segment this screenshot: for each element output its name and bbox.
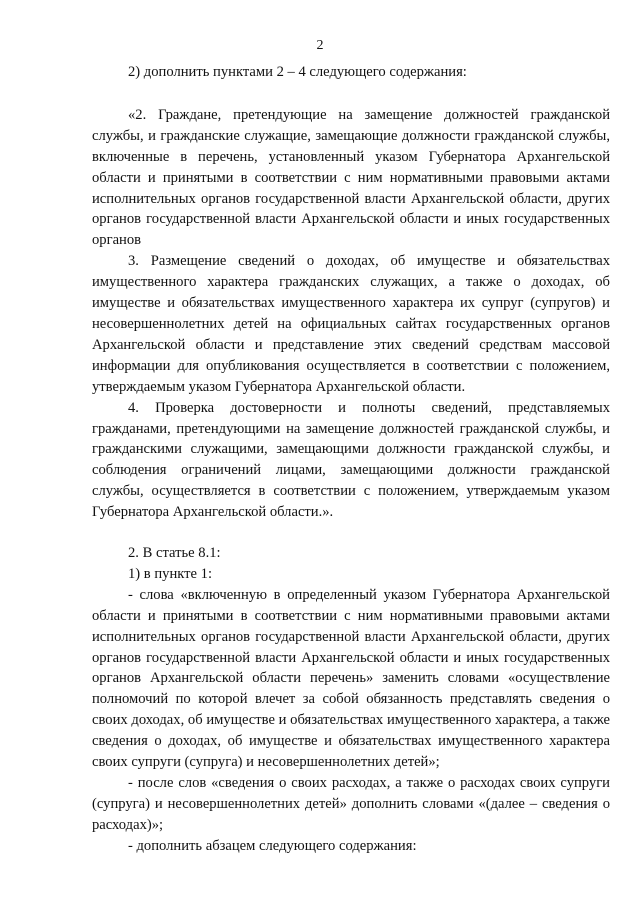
paragraph-add-words: - после слов «сведения о своих расходах, а также о расходах своих супруги (супруга) и несовершеннолетних детей» дополнить словами «(далее – сведения о расходах)»; xyxy=(92,775,610,833)
paragraph-point-4: 4. Проверка достоверности и полноты сведений, представляемых гражданами, претендующими на замещение должностей гражданской службы, и гражданскими служащими, замещающими должности гражданской службы, и соблюдения ограничений лицами, замещающими должности гражданской службы, осуществляется в соответствии с положением, утверждаемым указом Губернатора Архангельской области.». xyxy=(92,399,610,521)
document-body xyxy=(92,62,610,857)
paragraph-replace-words: - слова «включенную в определенный указом Губернатора Архангельской области и принятыми в соответствии с ним нормативными правовыми актами исполнительных органов государственной власти Архангельской области, других органов государственной власти Архангельской области и иных государственных органов Архангельской области перечень» заменить словами «осуществление полномочий по которой влечет за собой обязанность представлять сведения о своих доходах, об имуществе и обязательствах имущественного характера, а также сведения о доходах, об имуществе и обязательствах имущественного характера своих супруги (супруга) и несовершеннолетних детей»; xyxy=(92,586,610,771)
paragraph-subitem-1-heading: 1) в пункте 1: xyxy=(128,565,213,582)
paragraph-point-2: «2. Граждане, претендующие на замещение должностей гражданской службы, и гражданские служащие, замещающие должности гражданской службы, включенные в перечень, установленный указом Губернатора Архангельской области и принятыми в соответствии с ним нормативными правовыми актами исполнительных органов государственной власти Архангельской области, других органов государственной власти Архангельской области и иных государственных органов xyxy=(92,106,610,249)
paragraph-intro-item-2: 2) дополнить пунктами 2 – 4 следующего содержания: xyxy=(128,64,467,80)
paragraph-add-abzac: - дополнить абзацем следующего содержания: xyxy=(128,837,417,854)
paragraph-point-3: 3. Размещение сведений о доходах, об имуществе и обязательствах имущественного характера гражданских служащих, а также о доходах, об имуществе и обязательствах имущественного характера их супруг (супругов) и несовершеннолетних детей на официальных сайтах государственных органов Архангельской области и представление этих сведений средствам массовой информации для опубликования осуществляется в соответствии с положением, утверждаемым указом Губернатора Архангельской области. xyxy=(92,253,610,395)
page-number: 2 xyxy=(316,38,324,53)
paragraph-article-8-1-heading: 2. В статье 8.1: xyxy=(128,545,221,562)
